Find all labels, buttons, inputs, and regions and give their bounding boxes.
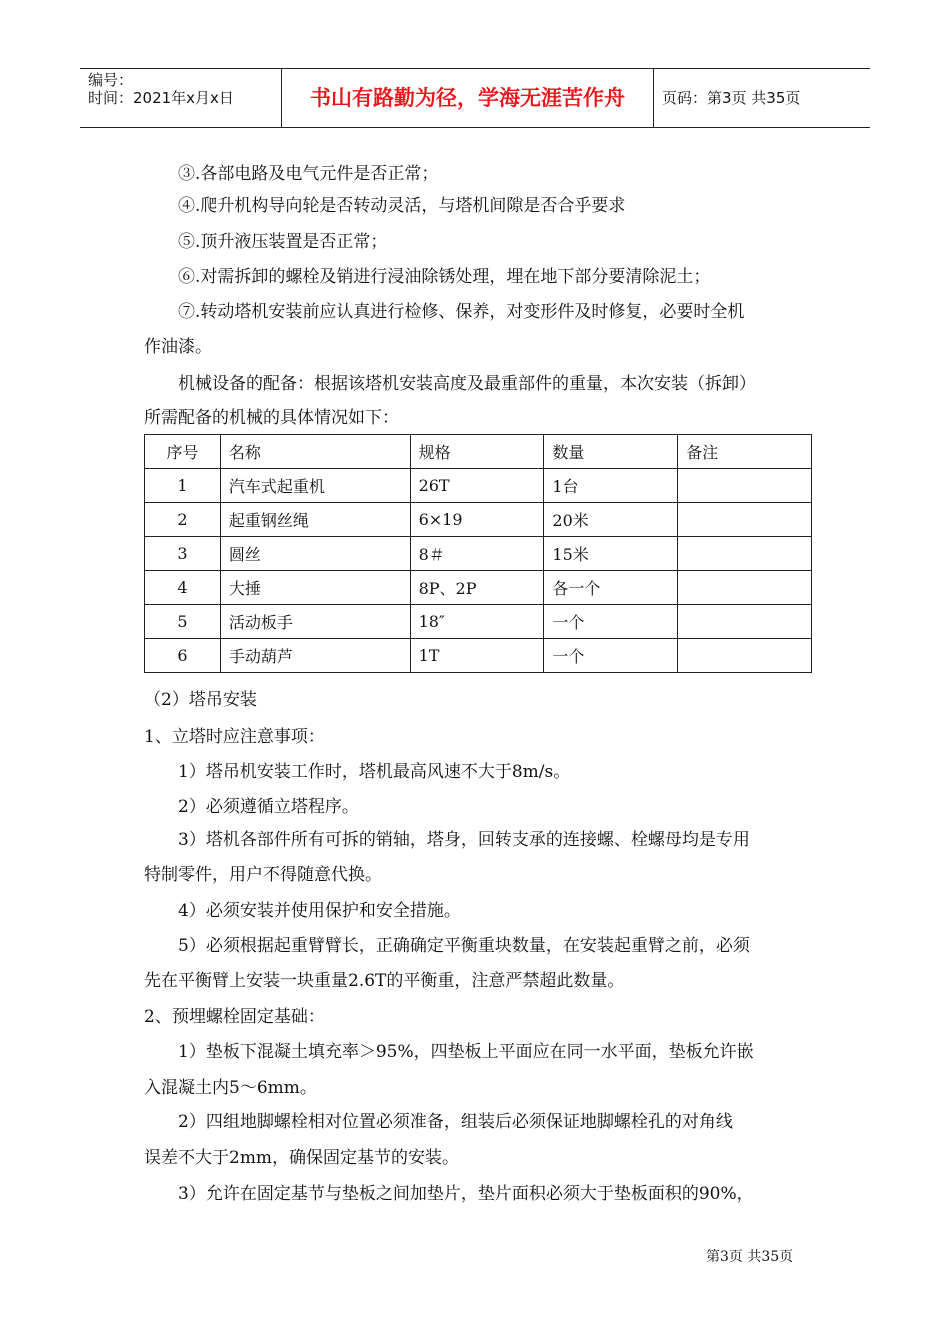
table-cell: 2 — [145, 503, 221, 537]
paragraph: 5）必须根据起重臂臂长，正确确定平衡重块数量，在安装起重臂之前，必须 — [178, 936, 750, 956]
table-cell: 3 — [145, 537, 221, 571]
table-row — [145, 503, 812, 537]
table-row — [145, 639, 812, 673]
paragraph: 特制零件，用户不得随意代换。 — [144, 865, 382, 885]
paragraph: 1）垫板下混凝土填充率＞95%，四垫板上平面应在同一水平面，垫板允许嵌 — [178, 1042, 754, 1062]
table-cell: 18″ — [410, 605, 544, 639]
table-cell: 一个 — [544, 605, 678, 639]
table-cell — [678, 537, 812, 571]
table-row — [145, 605, 812, 639]
subsection-heading: 1、立塔时应注意事项： — [144, 727, 325, 747]
table-cell: 8＃ — [410, 537, 544, 571]
table-cell: 起重钢丝绳 — [220, 503, 410, 537]
table-cell: 8P、2P — [410, 571, 544, 605]
header-page-label: 页码：第3页 共35页 — [662, 89, 801, 107]
table-cell: 活动板手 — [220, 605, 410, 639]
table-cell: 4 — [145, 571, 221, 605]
paragraph: 3）塔机各部件所有可拆的销轴，塔身，回转支承的连接螺、栓螺母均是专用 — [178, 830, 750, 850]
paragraph: 4）必须安装并使用保护和安全措施。 — [178, 901, 461, 921]
table-cell — [678, 571, 812, 605]
table-row — [145, 571, 812, 605]
table-row — [145, 537, 812, 571]
paragraph: ⑥.对需拆卸的螺栓及销进行浸油除锈处理，埋在地下部分要清除泥土； — [178, 267, 711, 287]
paragraph: 2）四组地脚螺栓相对位置必须准备，组装后必须保证地脚螺栓孔的对角线 — [178, 1112, 733, 1132]
table-header-row — [145, 435, 812, 469]
table-cell: 圆丝 — [220, 537, 410, 571]
paragraph: ③.各部电路及电气元件是否正常； — [178, 164, 439, 184]
table-cell — [678, 639, 812, 673]
table-cell: 6×19 — [410, 503, 544, 537]
page-footer: 第3页 共35页 — [706, 1249, 794, 1265]
table-cell: 大捶 — [220, 571, 410, 605]
subsection-heading: 2、预埋螺栓固定基础： — [144, 1007, 325, 1027]
table-cell — [678, 605, 812, 639]
header-motto: 书山有路勤为径，学海无涯苦作舟 — [282, 69, 654, 127]
table-cell: 20米 — [544, 503, 678, 537]
paragraph: 先在平衡臂上安装一块重量2.6T的平衡重，注意严禁超此数量。 — [144, 971, 625, 991]
paragraph: ⑦.转动塔机安装前应认真进行检修、保养，对变形件及时修复，必要时全机 — [178, 302, 745, 322]
section-heading: （2）塔吊安装 — [144, 690, 257, 710]
table-cell: 1台 — [544, 469, 678, 503]
col-header: 数量 — [544, 435, 678, 469]
table-cell: 手动葫芦 — [220, 639, 410, 673]
time-label: 时间：2021年x月x日 — [88, 89, 234, 107]
paragraph: 机械设备的配备：根据该塔机安装高度及最重部件的重量，本次安装（拆卸） — [178, 374, 756, 394]
col-header: 序号 — [145, 435, 221, 469]
table-cell — [678, 469, 812, 503]
table-cell: 各一个 — [544, 571, 678, 605]
table-row — [145, 469, 812, 503]
col-header: 名称 — [220, 435, 410, 469]
paragraph: ⑤.顶升液压装置是否正常； — [178, 232, 388, 252]
paragraph: 入混凝土内5～6mm。 — [144, 1078, 317, 1098]
paragraph: 2）必须遵循立塔程序。 — [178, 797, 359, 817]
table-cell: 6 — [145, 639, 221, 673]
table-cell: 1T — [410, 639, 544, 673]
page-header — [80, 68, 870, 128]
paragraph: 误差不大于2mm，确保固定基节的安装。 — [144, 1148, 460, 1168]
paragraph: 1）塔吊机安装工作时，塔机最高风速不大于8m/s。 — [178, 762, 571, 782]
col-header: 规格 — [410, 435, 544, 469]
table-cell: 1 — [145, 469, 221, 503]
table-cell: 汽车式起重机 — [220, 469, 410, 503]
paragraph: 3）允许在固定基节与垫板之间加垫片，垫片面积必须大于垫板面积的90%， — [178, 1184, 754, 1204]
paragraph: ④.爬升机构导向轮是否转动灵活，与塔机间隙是否合乎要求 — [178, 196, 626, 216]
col-header: 备注 — [678, 435, 812, 469]
paragraph: 作油漆。 — [144, 337, 212, 357]
table-cell: 一个 — [544, 639, 678, 673]
equipment-table — [144, 434, 812, 673]
table-cell: 26T — [410, 469, 544, 503]
table-cell: 5 — [145, 605, 221, 639]
code-label: 编号： — [88, 71, 134, 89]
header-meta — [80, 69, 282, 127]
table-cell: 15米 — [544, 537, 678, 571]
paragraph: 所需配备的机械的具体情况如下： — [144, 408, 399, 428]
table-cell — [678, 503, 812, 537]
